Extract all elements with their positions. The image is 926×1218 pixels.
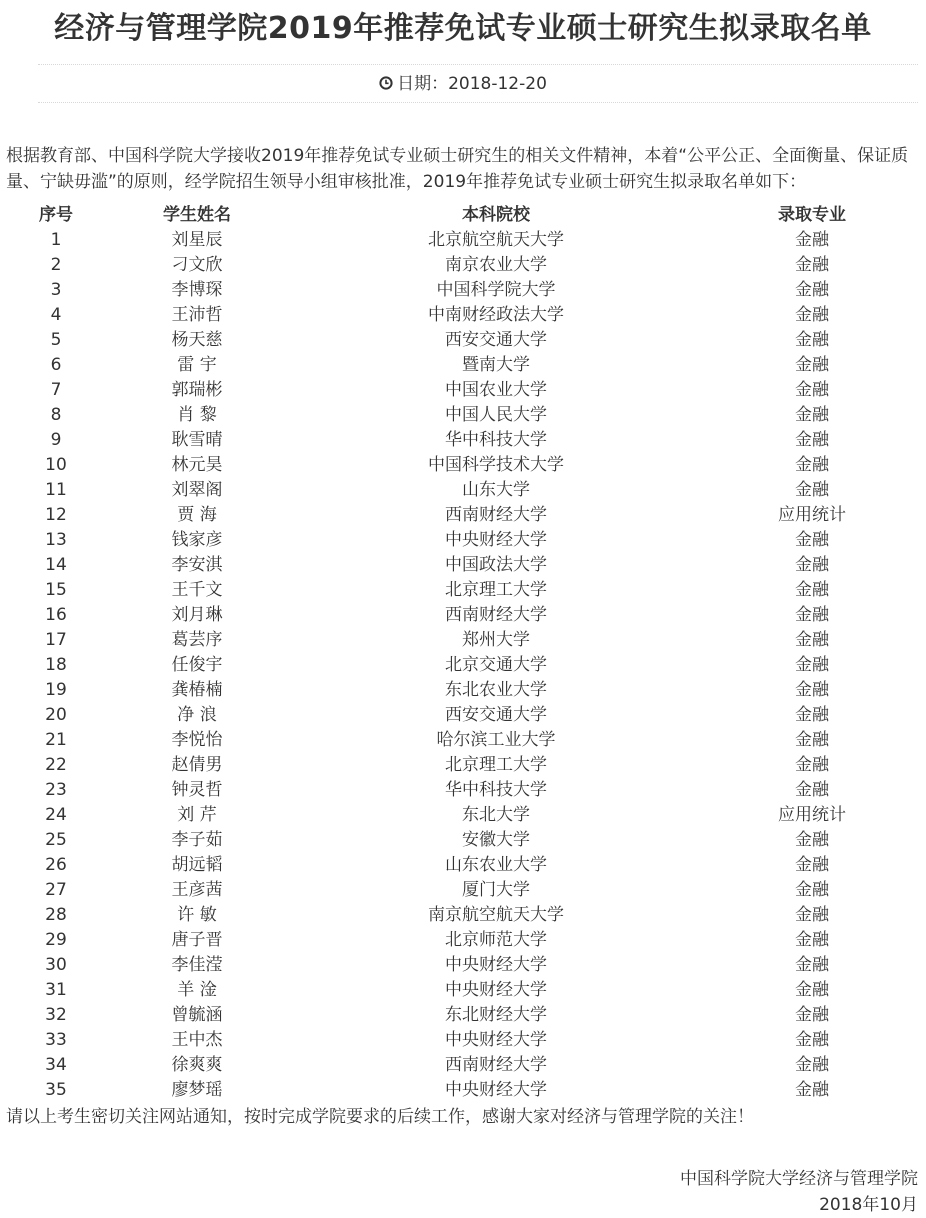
cell-undergrad-school: 安徽大学 xyxy=(462,830,530,850)
cell-undergrad-school: 暨南大学 xyxy=(462,355,530,375)
cell-student-name: 雷 宇 xyxy=(177,355,217,375)
table-row xyxy=(6,778,920,803)
cell-number: 16 xyxy=(45,605,67,625)
cell-student-name: 林元昊 xyxy=(171,455,223,475)
cell-student-name: 王彦茜 xyxy=(171,880,223,900)
table-row xyxy=(6,603,920,628)
cell-number: 12 xyxy=(45,505,67,525)
cell-student-name: 刘月琳 xyxy=(171,605,223,625)
table-row xyxy=(6,1003,920,1028)
cell-number: 31 xyxy=(45,980,67,1000)
cell-undergrad-school: 北京航空航天大学 xyxy=(428,230,564,250)
table-row xyxy=(6,328,920,353)
table-row xyxy=(6,728,920,753)
table-row xyxy=(6,803,920,828)
table-row xyxy=(6,628,920,653)
cell-student-name: 肖 黎 xyxy=(177,405,217,425)
cell-undergrad-school: 中国科学技术大学 xyxy=(428,455,564,475)
cell-undergrad-school: 华中科技大学 xyxy=(445,780,547,800)
cell-undergrad-school: 中国农业大学 xyxy=(445,380,547,400)
cell-student-name: 曾毓涵 xyxy=(171,1005,223,1025)
cell-student-name: 唐子晋 xyxy=(171,930,223,950)
cell-admitted-major: 金融 xyxy=(795,780,829,800)
cell-student-name: 刘翠阁 xyxy=(171,480,223,500)
header-undergrad-school: 本科院校 xyxy=(462,205,530,225)
cell-number: 9 xyxy=(50,430,62,450)
table-row xyxy=(6,453,920,478)
cell-student-name: 王沛哲 xyxy=(171,305,223,325)
cell-student-name: 钟灵哲 xyxy=(171,780,223,800)
cell-undergrad-school: 南京农业大学 xyxy=(445,255,547,275)
cell-undergrad-school: 西南财经大学 xyxy=(445,505,547,525)
header-admitted-major: 录取专业 xyxy=(778,205,846,225)
cell-student-name: 徐爽爽 xyxy=(171,1055,223,1075)
cell-undergrad-school: 东北大学 xyxy=(462,805,530,825)
table-row xyxy=(6,703,920,728)
cell-student-name: 刘星辰 xyxy=(171,230,223,250)
cell-student-name: 王中杰 xyxy=(171,1030,223,1050)
table-row xyxy=(6,528,920,553)
cell-admitted-major: 金融 xyxy=(795,955,829,975)
cell-number: 2 xyxy=(50,255,62,275)
table-row xyxy=(6,278,920,303)
date-line xyxy=(0,70,926,98)
cell-student-name: 李安淇 xyxy=(171,555,223,575)
cell-undergrad-school: 中国政法大学 xyxy=(445,555,547,575)
table-row xyxy=(6,353,920,378)
cell-admitted-major: 金融 xyxy=(795,380,829,400)
cell-number: 33 xyxy=(45,1030,67,1050)
table-row xyxy=(6,553,920,578)
cell-student-name: 李悦怡 xyxy=(171,730,223,750)
cell-admitted-major: 金融 xyxy=(795,1055,829,1075)
page-title: 经济与管理学院2019年推荐免试专业硕士研究生拟录取名单 xyxy=(54,11,872,46)
cell-number: 15 xyxy=(45,580,67,600)
table-row xyxy=(6,903,920,928)
cell-undergrad-school: 中央财经大学 xyxy=(445,1030,547,1050)
table-row xyxy=(6,928,920,953)
cell-undergrad-school: 中国人民大学 xyxy=(445,405,547,425)
cell-number: 20 xyxy=(45,705,67,725)
cell-admitted-major: 金融 xyxy=(795,1030,829,1050)
cell-number: 30 xyxy=(45,955,67,975)
cell-number: 17 xyxy=(45,630,67,650)
table-row xyxy=(6,428,920,453)
table-row xyxy=(6,953,920,978)
cell-undergrad-school: 中南财经政法大学 xyxy=(428,305,564,325)
cell-undergrad-school: 中央财经大学 xyxy=(445,955,547,975)
cell-student-name: 耿雪晴 xyxy=(171,430,223,450)
title-divider xyxy=(38,64,918,65)
cell-number: 22 xyxy=(45,755,67,775)
table-row xyxy=(6,878,920,903)
cell-number: 24 xyxy=(45,805,67,825)
cell-student-name: 羊 淦 xyxy=(177,980,217,1000)
cell-student-name: 葛芸序 xyxy=(171,630,223,650)
cell-admitted-major: 金融 xyxy=(795,655,829,675)
table-row xyxy=(6,503,920,528)
cell-admitted-major: 金融 xyxy=(795,930,829,950)
table-row xyxy=(6,1028,920,1053)
cell-undergrad-school: 中央财经大学 xyxy=(445,1080,547,1100)
cell-undergrad-school: 北京理工大学 xyxy=(445,755,547,775)
table-row xyxy=(6,753,920,778)
cell-admitted-major: 金融 xyxy=(795,580,829,600)
table-row xyxy=(6,978,920,1003)
clock-icon xyxy=(379,71,393,85)
cell-admitted-major: 金融 xyxy=(795,430,829,450)
table-row xyxy=(6,1078,920,1103)
cell-admitted-major: 金融 xyxy=(795,630,829,650)
date-value: 2018-12-20 xyxy=(448,74,547,94)
cell-student-name: 净 浪 xyxy=(177,705,217,725)
cell-admitted-major: 金融 xyxy=(795,830,829,850)
cell-student-name: 杨天慈 xyxy=(171,330,223,350)
cell-admitted-major: 金融 xyxy=(795,705,829,725)
cell-number: 5 xyxy=(50,330,62,350)
table-row xyxy=(6,828,920,853)
cell-undergrad-school: 中国科学院大学 xyxy=(436,280,556,300)
date-label: 日期： xyxy=(397,74,449,94)
closing-note: 请以上考生密切关注网站通知，按时完成学院要求的后续工作，感谢大家对经济与管理学院的关注！ xyxy=(6,1107,754,1127)
cell-admitted-major: 金融 xyxy=(795,755,829,775)
cell-undergrad-school: 东北农业大学 xyxy=(445,680,547,700)
cell-admitted-major: 金融 xyxy=(795,230,829,250)
cell-admitted-major: 金融 xyxy=(795,980,829,1000)
cell-admitted-major: 金融 xyxy=(795,905,829,925)
cell-student-name: 任俊宇 xyxy=(171,655,223,675)
signature-org: 中国科学院大学经济与管理学院 xyxy=(680,1169,918,1189)
cell-student-name: 郭瑞彬 xyxy=(171,380,223,400)
cell-number: 10 xyxy=(45,455,67,475)
cell-number: 18 xyxy=(45,655,67,675)
cell-undergrad-school: 西安交通大学 xyxy=(445,705,547,725)
cell-undergrad-school: 西南财经大学 xyxy=(445,1055,547,1075)
cell-admitted-major: 应用统计 xyxy=(778,805,846,825)
table-row xyxy=(6,853,920,878)
cell-number: 8 xyxy=(50,405,62,425)
cell-number: 23 xyxy=(45,780,67,800)
cell-undergrad-school: 北京交通大学 xyxy=(445,655,547,675)
cell-number: 35 xyxy=(45,1080,67,1100)
cell-number: 34 xyxy=(45,1055,67,1075)
table-row xyxy=(6,478,920,503)
table-row xyxy=(6,653,920,678)
cell-admitted-major: 金融 xyxy=(795,1080,829,1100)
intro-paragraph: 根据教育部、中国科学院大学接收2019年推荐免试专业硕士研究生的相关文件精神，本着“公平公正、全面衡量、保证质量、宁缺毋滥”的原则，经学院招生领导小组审核批准，2019年推荐免试专业硕士研究生拟录取名单如下： xyxy=(6,146,909,192)
header-number: 序号 xyxy=(39,205,73,225)
cell-admitted-major: 金融 xyxy=(795,255,829,275)
table-body xyxy=(6,228,920,1103)
table-row xyxy=(6,1053,920,1078)
cell-undergrad-school: 南京航空航天大学 xyxy=(428,905,564,925)
cell-student-name: 李博琛 xyxy=(171,280,223,300)
cell-number: 1 xyxy=(50,230,62,250)
cell-admitted-major: 金融 xyxy=(795,405,829,425)
cell-undergrad-school: 中央财经大学 xyxy=(445,530,547,550)
cell-number: 19 xyxy=(45,680,67,700)
cell-undergrad-school: 郑州大学 xyxy=(462,630,530,650)
cell-undergrad-school: 山东大学 xyxy=(462,480,530,500)
cell-student-name: 贾 海 xyxy=(177,505,217,525)
cell-undergrad-school: 西安交通大学 xyxy=(445,330,547,350)
cell-admitted-major: 金融 xyxy=(795,305,829,325)
cell-student-name: 许 敏 xyxy=(177,905,217,925)
date-divider xyxy=(38,102,918,103)
cell-admitted-major: 金融 xyxy=(795,355,829,375)
cell-student-name: 廖梦瑶 xyxy=(171,1080,223,1100)
cell-student-name: 钱家彦 xyxy=(171,530,223,550)
cell-undergrad-school: 中央财经大学 xyxy=(445,980,547,1000)
admission-table xyxy=(6,203,920,1103)
cell-undergrad-school: 华中科技大学 xyxy=(445,430,547,450)
cell-number: 4 xyxy=(50,305,62,325)
table-row xyxy=(6,303,920,328)
cell-student-name: 刁文欣 xyxy=(171,255,223,275)
cell-number: 6 xyxy=(50,355,62,375)
cell-admitted-major: 金融 xyxy=(795,1005,829,1025)
cell-admitted-major: 金融 xyxy=(795,605,829,625)
cell-number: 29 xyxy=(45,930,67,950)
cell-admitted-major: 金融 xyxy=(795,280,829,300)
cell-undergrad-school: 北京理工大学 xyxy=(445,580,547,600)
cell-number: 7 xyxy=(50,380,62,400)
cell-admitted-major: 金融 xyxy=(795,555,829,575)
cell-number: 11 xyxy=(45,480,67,500)
table-header-row xyxy=(6,203,920,228)
cell-student-name: 李佳滢 xyxy=(171,955,223,975)
cell-admitted-major: 金融 xyxy=(795,730,829,750)
cell-number: 26 xyxy=(45,855,67,875)
cell-undergrad-school: 西南财经大学 xyxy=(445,605,547,625)
table-row xyxy=(6,378,920,403)
table-row xyxy=(6,403,920,428)
cell-undergrad-school: 东北财经大学 xyxy=(445,1005,547,1025)
cell-number: 3 xyxy=(50,280,62,300)
signature-block xyxy=(680,1166,918,1218)
cell-number: 28 xyxy=(45,905,67,925)
cell-undergrad-school: 厦门大学 xyxy=(462,880,530,900)
cell-student-name: 赵倩男 xyxy=(171,755,223,775)
cell-number: 32 xyxy=(45,1005,67,1025)
cell-admitted-major: 金融 xyxy=(795,330,829,350)
cell-undergrad-school: 山东农业大学 xyxy=(445,855,547,875)
cell-admitted-major: 金融 xyxy=(795,480,829,500)
cell-admitted-major: 金融 xyxy=(795,680,829,700)
cell-admitted-major: 金融 xyxy=(795,855,829,875)
cell-student-name: 龚椿楠 xyxy=(171,680,223,700)
cell-student-name: 刘 芹 xyxy=(177,805,217,825)
cell-student-name: 王千文 xyxy=(171,580,223,600)
cell-number: 27 xyxy=(45,880,67,900)
cell-admitted-major: 金融 xyxy=(795,530,829,550)
table-row xyxy=(6,228,920,253)
cell-admitted-major: 金融 xyxy=(795,455,829,475)
cell-number: 13 xyxy=(45,530,67,550)
cell-number: 14 xyxy=(45,555,67,575)
header-student-name: 学生姓名 xyxy=(163,205,231,225)
table-row xyxy=(6,253,920,278)
cell-undergrad-school: 北京师范大学 xyxy=(445,930,547,950)
cell-student-name: 胡远韬 xyxy=(171,855,223,875)
cell-admitted-major: 金融 xyxy=(795,880,829,900)
cell-student-name: 李子茹 xyxy=(171,830,223,850)
cell-admitted-major: 应用统计 xyxy=(778,505,846,525)
cell-number: 25 xyxy=(45,830,67,850)
cell-number: 21 xyxy=(45,730,67,750)
table-row xyxy=(6,578,920,603)
signature-date: 2018年10月 xyxy=(819,1195,918,1215)
cell-undergrad-school: 哈尔滨工业大学 xyxy=(436,730,556,750)
table-row xyxy=(6,678,920,703)
